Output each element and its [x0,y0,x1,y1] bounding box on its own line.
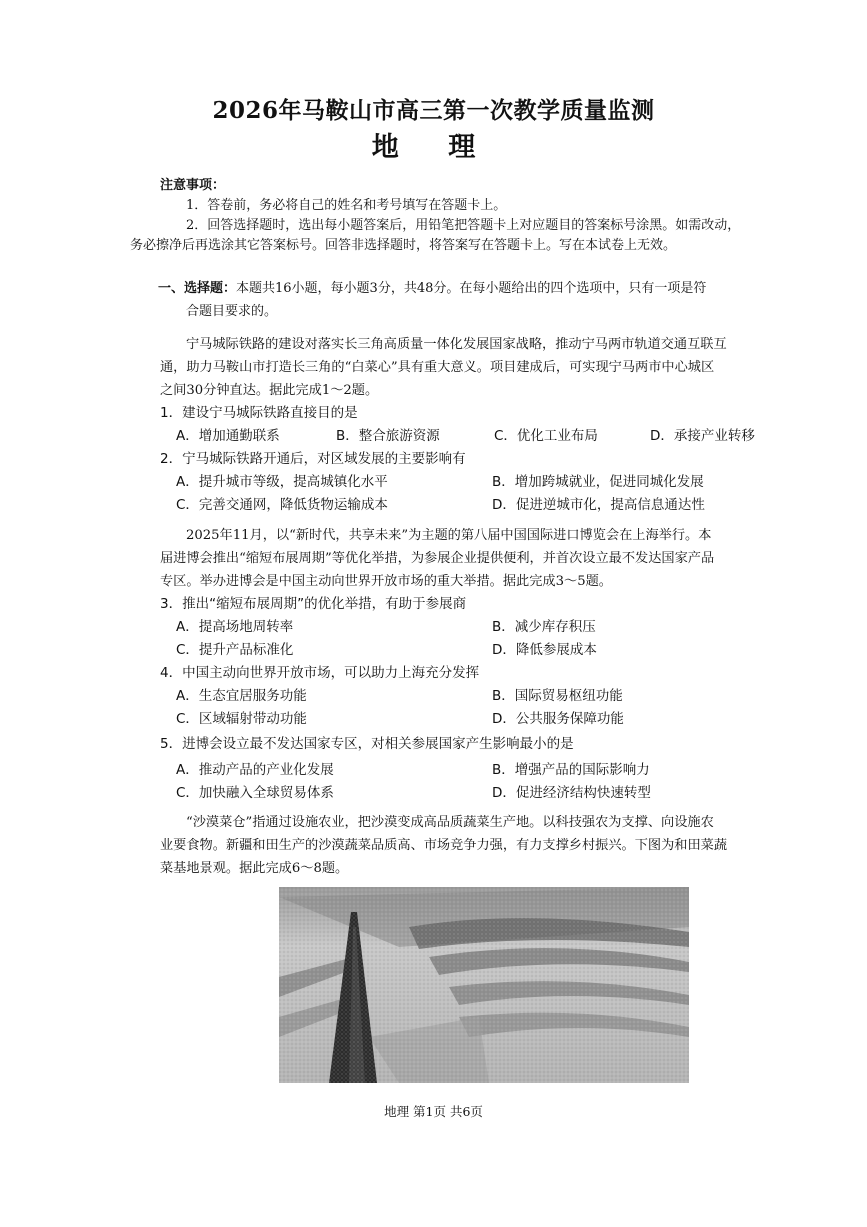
question-options [160,708,825,731]
notice-item: 2．回答选择题时，选出每小题答案后，用铅笔把答题卡上对应题目的答案标号涂黑。如需改动， [186,218,741,233]
option: D．促进逆城市化，提高信息通达性 [492,497,705,513]
subject-title: 地 理 [371,132,496,163]
question-options [160,471,825,494]
passage-line: 业要食物。新疆和田生产的沙漠蔬菜品质高、市场竞争力强，有力支撑乡村振兴。下图为和田菜蔬 [160,838,728,853]
question-stem: 2．宁马城际铁路开通后，对区域发展的主要影响有 [160,451,466,467]
exam-title: 2026年马鞍山市高三第一次教学质量监测 [212,97,655,124]
passage-2 [160,524,825,805]
option: D．降低参展成本 [492,642,597,658]
option: C．提升产品标准化 [176,642,294,658]
option: C．区域辐射带动功能 [176,711,307,727]
passage-line: 专区。举办进博会是中国主动向世界开放市场的重大举措。据此完成3～5题。 [160,574,612,589]
section-instructions-continued: 合题目要求的。 [186,304,278,319]
notice-item-continued: 务必擦净后再选涂其它答案标号。回答非选择题时，将答案写在答题卡上。写在本试卷上无效。 [130,238,677,253]
passage-3 [160,811,825,880]
question-options [160,782,825,805]
passage-1 [160,333,825,517]
question-stem: 4．中国主动向世界开放市场，可以助力上海充分发挥 [160,665,480,681]
option: A．提升城市等级，提高城镇化水平 [176,474,388,490]
question-stem: 3．推出“缩短布展周期”的优化举措，有助于参展商 [160,596,467,612]
notice-heading: 注意事项： [160,178,226,193]
passage-line: 宁马城际铁路的建设对落实长三角高质量一体化发展国家战略，推动宁马两市轨道交通互联互 [186,337,727,352]
option: B．增加跨城就业，促进同城化发展 [492,474,704,490]
question-options [160,759,825,782]
question-options [160,639,825,662]
option: A．推动产品的产业化发展 [176,762,334,778]
option: B．减少库存积压 [492,619,596,635]
option: C．完善交通网，降低货物运输成本 [176,497,388,513]
question-stem: 5．进博会设立最不发达国家专区，对相关参展国家产生影响最小的是 [160,736,574,752]
section-instructions: 本题共16小题，每小题3分，共48分。在每小题给出的四个选项中，只有一项是符 [236,281,707,296]
passage-line: 2025年11月，以“新时代，共享未来”为主题的第八届中国国际进口博览会在上海举行。本 [186,528,712,543]
option: B．国际贸易枢纽功能 [492,688,623,704]
question-options [160,425,825,448]
option: C．优化工业布局 [494,428,598,444]
option: A．生态宜居服务功能 [176,688,307,704]
notice-block [130,176,820,256]
page-footer: 地理 第1页 共6页 [384,1104,483,1119]
option: C．加快融入全球贸易体系 [176,785,334,801]
section-heading [160,277,825,323]
option: B．增强产品的国际影响力 [492,762,650,778]
vegetable-base-photo [279,887,689,1083]
option: D．公共服务保障功能 [492,711,624,727]
passage-line: “沙漠菜仓”指通过设施农业，把沙漠变成高品质蔬菜生产地。以科技强农为支撑、向设施农 [186,815,714,830]
question-stem: 1．建设宁马城际铁路直接目的是 [160,405,358,421]
question-options [160,616,825,639]
option: A．增加通勤联系 [176,428,280,444]
notice-item: 1．答卷前，务必将自己的姓名和考号填写在答题卡上。 [186,198,507,213]
passage-line: 届进博会推出“缩短布展周期”等优化举措，为参展企业提供便利，并首次设立最不发达国家产品 [160,551,715,566]
question-options [160,685,825,708]
passage-line: 通，助力马鞍山市打造长三角的“白菜心”具有重大意义。项目建成后，可实现宁马两市中心城区 [160,360,715,375]
question-options [160,494,825,517]
option: D．承接产业转移 [650,428,755,444]
option: A．提高场地周转率 [176,619,294,635]
option: D．促进经济结构快速转型 [492,785,651,801]
option: B．整合旅游资源 [336,428,440,444]
passage-line: 之间30分钟直达。据此完成1～2题。 [160,383,379,398]
section-label: 一、选择题： [158,281,237,296]
passage-line: 菜基地景观。据此完成6～8题。 [160,861,349,876]
